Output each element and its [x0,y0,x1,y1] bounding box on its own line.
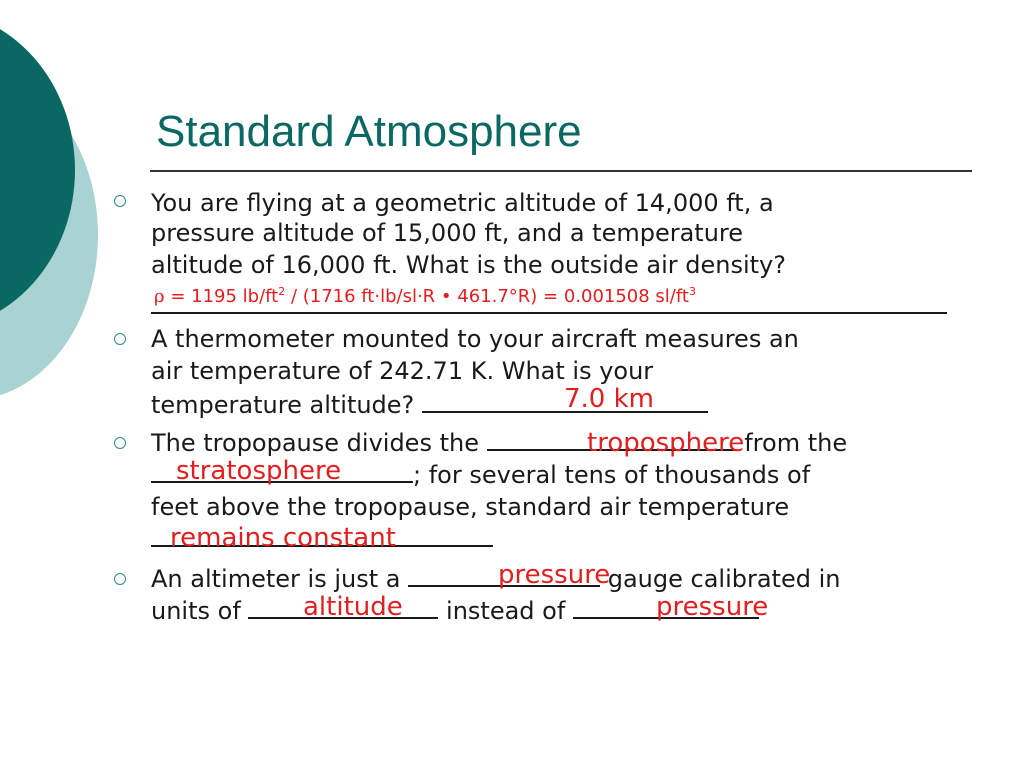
q2-answer: 7.0 km [564,384,654,414]
q3-line-2-text-b: ; for several tens of thousands of [413,461,811,489]
bullet-marker [114,195,126,207]
title-divider [150,170,972,172]
q3-line-1-text-b: from the [736,429,848,457]
q1-line-3: altitude of 16,000 ft. What is the outside air density? [151,251,786,279]
q3-line-1-text-a: The tropopause divides the [151,429,487,457]
q1-answer-formula [154,284,696,310]
q3-answer-3: remains constant [170,523,396,553]
q1-answer-blank [151,312,947,314]
slide-title: Standard Atmosphere [156,107,582,156]
formula-part-1: = 1195 lb/ft [164,286,279,307]
q2-line-1: A thermometer mounted to your aircraft measures an [151,325,799,353]
q4-line-2-text-a: units of [151,597,249,625]
q4-line-1-text-a: An altimeter is just a [151,565,409,593]
q4-line-1 [151,562,840,596]
q1-line-2: pressure altitude of 15,000 ft, and a temperature [151,219,744,247]
q4-line-1-text-b: gauge calibrated in [600,565,841,593]
q4-answer-2: altitude [303,592,403,622]
bullet-marker [114,333,126,345]
bullet-marker [114,573,126,585]
q3-answer-1: troposphere [587,428,745,458]
q2-line-3-text: temperature altitude? [151,391,422,419]
q3-answer-2: stratosphere [176,456,342,486]
formula-part-2: / (1716 ft·lb/sl·R • 461.7°R) = 0.001508 sl/ft [285,286,689,307]
q2-line-2: air temperature of 242.71 K. What is your [151,357,654,385]
rho-symbol: ρ [154,286,165,307]
q4-line-2-text-b: instead of [438,597,573,625]
q1-line-1: You are flying at a geometric altitude of 14,000 ft, a [151,189,774,217]
q3-line-3: feet above the tropopause, standard air temperature [151,493,790,521]
formula-exponent-1: 2 [278,285,286,298]
q4-answer-3: pressure [656,592,769,622]
bullet-marker [114,437,126,449]
q4-answer-1: pressure [498,560,611,590]
formula-exponent-2: 3 [688,285,696,298]
